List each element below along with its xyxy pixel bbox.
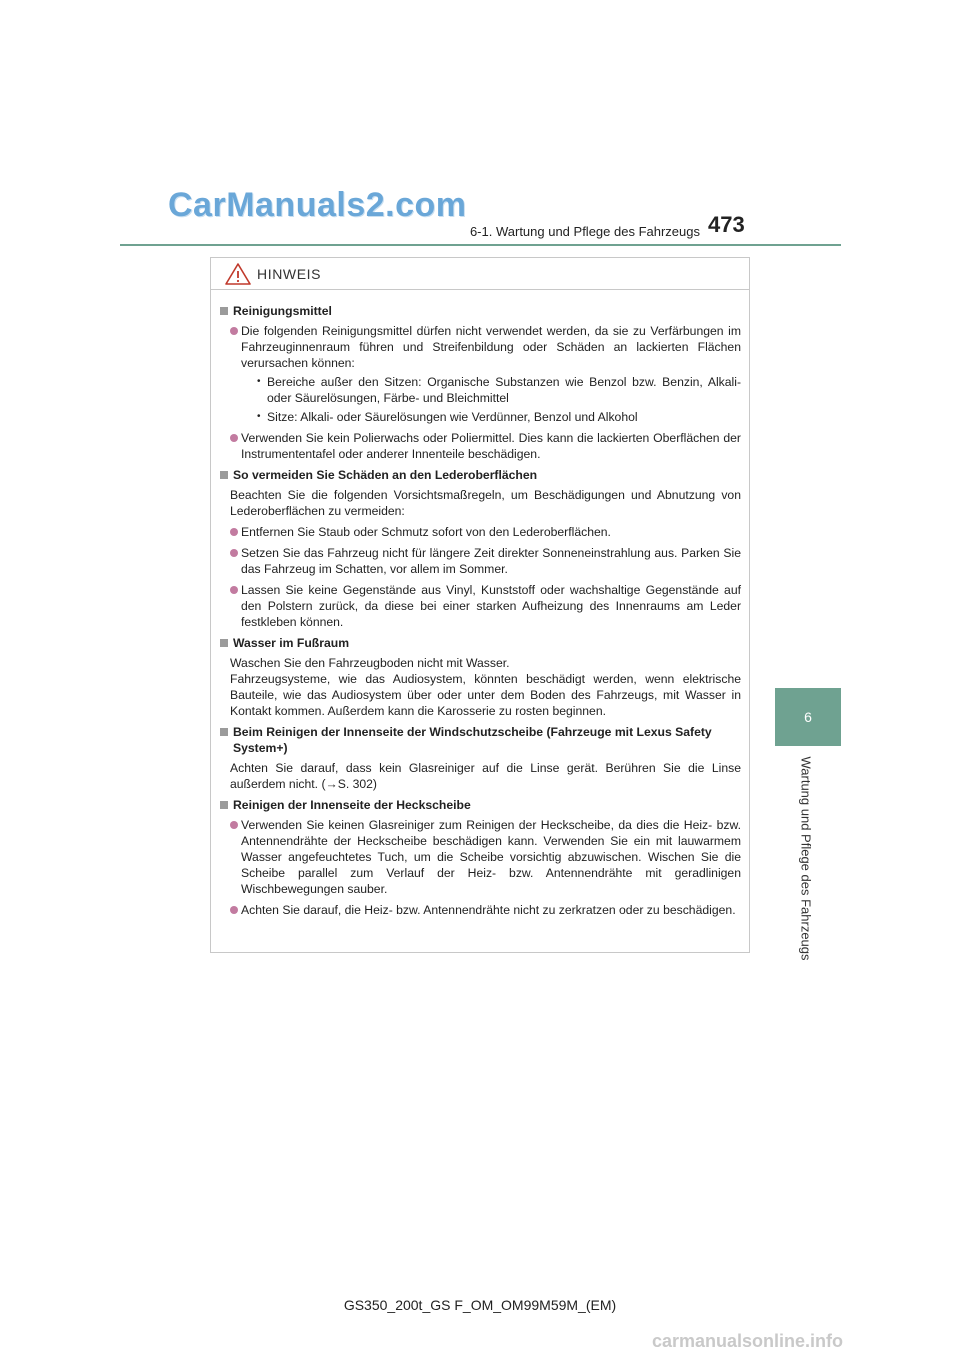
- watermark-logo: CarManuals2.com: [168, 186, 467, 224]
- list-item: Achten Sie darauf, die Heiz- bzw. Antennendrähte nicht zu zerkratzen oder zu beschädigen.: [230, 902, 741, 918]
- notice-box: [210, 257, 750, 953]
- warning-icon: [225, 263, 251, 285]
- list-item: Verwenden Sie kein Polierwachs oder Poliermittel. Dies kann die lackierten Oberflächen der Instrumententafel oder anderer Innenteile beschädigen.: [230, 430, 741, 462]
- bullet-icon: [230, 549, 238, 557]
- paragraph: Beachten Sie die folgenden Vorsichtsmaßregeln, um Beschädigungen und Abnutzung von Lederoberflächen zu vermeiden:: [230, 488, 741, 518]
- notice-header: [211, 258, 749, 290]
- square-bullet-icon: [220, 307, 228, 315]
- bullet-icon: [230, 434, 238, 442]
- bullet-icon: [230, 528, 238, 536]
- section-heading: Wasser im Fußraum: [220, 635, 741, 651]
- bullet-icon: [230, 906, 238, 914]
- notice-title: HINWEIS: [257, 265, 322, 282]
- page-number: 473: [708, 212, 745, 237]
- paragraph: Fahrzeugsysteme, wie das Audiosystem, könnten beschädigt werden, wenn elektrische Bauteile, wie das Audiosystem über oder unter dem Boden des Fahrzeugs, mit Wasser in Kontakt kommen. Außerdem kann die Karosserie zu rosten beginnen.: [230, 672, 741, 718]
- list-item: Die folgenden Reinigungsmittel dürfen nicht verwendet werden, da sie zu Verfärbungen im Fahrzeuginnenraum führen und Streifenbildung oder Schäden an lackierten Flächen verursachen können: • Bereiche außer den Sitzen: Organische Substanzen wie Benzol bzw. Benzin, Alkali- oder Säurelösungen, Färbe- und Bleichmittel • Sitze: Alkali- oder Säurelösungen wie Verdünner, Benzol und Alkohol: [230, 323, 741, 425]
- chapter-tab: [775, 688, 841, 746]
- section-heading: Reinigen der Innenseite der Heckscheibe: [220, 797, 741, 813]
- section-heading: Beim Reinigen der Innenseite der Windschutzscheibe (Fahrzeuge mit Lexus Safety System+): [220, 724, 741, 756]
- section-heading: So vermeiden Sie Schäden an den Lederoberflächen: [220, 467, 741, 483]
- square-bullet-icon: [220, 471, 228, 479]
- list-item: Entfernen Sie Staub oder Schmutz sofort von den Lederoberflächen.: [230, 524, 741, 540]
- list-item: Verwenden Sie keinen Glasreiniger zum Reinigen der Heckscheibe, da dies die Heiz- bzw. Antennendrähte der Heckscheibe beschädigen kann. Verwenden Sie ein mit lauwarmem Wasser angefeuchtetes Tuch, um die Scheibe vorsichtig abzuwischen. Wischen Sie die Scheibe parallel zum Verlauf der Heiz- bzw. Antennendrähte mit geradlinigen Wischbewegungen sauber.: [230, 817, 741, 897]
- watermark-footer: carmanualsonline.info: [652, 1331, 844, 1351]
- paragraph: Achten Sie darauf, dass kein Glasreiniger auf die Linse gerät. Berühren Sie die Linse außerdem nicht. (→S. 302): [230, 761, 741, 791]
- list-item: Lassen Sie keine Gegenstände aus Vinyl, Kunststoff oder wachshaltige Gegenstände auf den Polstern zurück, da diese bei einer starken Aufheizung des Innenraums am Leder festkleben können.: [230, 582, 741, 630]
- header-divider: [120, 244, 841, 246]
- sub-list-item: • Bereiche außer den Sitzen: Organische Substanzen wie Benzol bzw. Benzin, Alkali- oder Säurelösungen, Färbe- und Bleichmittel: [257, 375, 741, 405]
- bullet-icon: [230, 821, 238, 829]
- section-heading: Reinigungsmittel: [220, 303, 741, 319]
- paragraph: Waschen Sie den Fahrzeugboden nicht mit Wasser.: [230, 656, 510, 670]
- section-title: 6-1. Wartung und Pflege des Fahrzeugs: [469, 224, 700, 239]
- chapter-number: 6: [804, 709, 812, 725]
- square-bullet-icon: [220, 639, 228, 647]
- bullet-icon: [230, 327, 238, 335]
- square-bullet-icon: [220, 801, 228, 809]
- chapter-label-text: Wartung und Pflege des Fahrzeugs: [798, 755, 814, 961]
- document-footer: GS350_200t_GS F_OM_OM99M59M_(EM): [343, 1297, 617, 1313]
- bullet-icon: [230, 586, 238, 594]
- square-bullet-icon: [220, 728, 228, 736]
- notice-body: [211, 290, 749, 918]
- chapter-label: [794, 755, 818, 961]
- sub-list-item: • Sitze: Alkali- oder Säurelösungen wie Verdünner, Benzol und Alkohol: [257, 410, 638, 424]
- list-item: Setzen Sie das Fahrzeug nicht für längere Zeit direkter Sonneneinstrahlung aus. Parken Sie das Fahrzeug im Schatten, vor allem im Sommer.: [230, 545, 741, 577]
